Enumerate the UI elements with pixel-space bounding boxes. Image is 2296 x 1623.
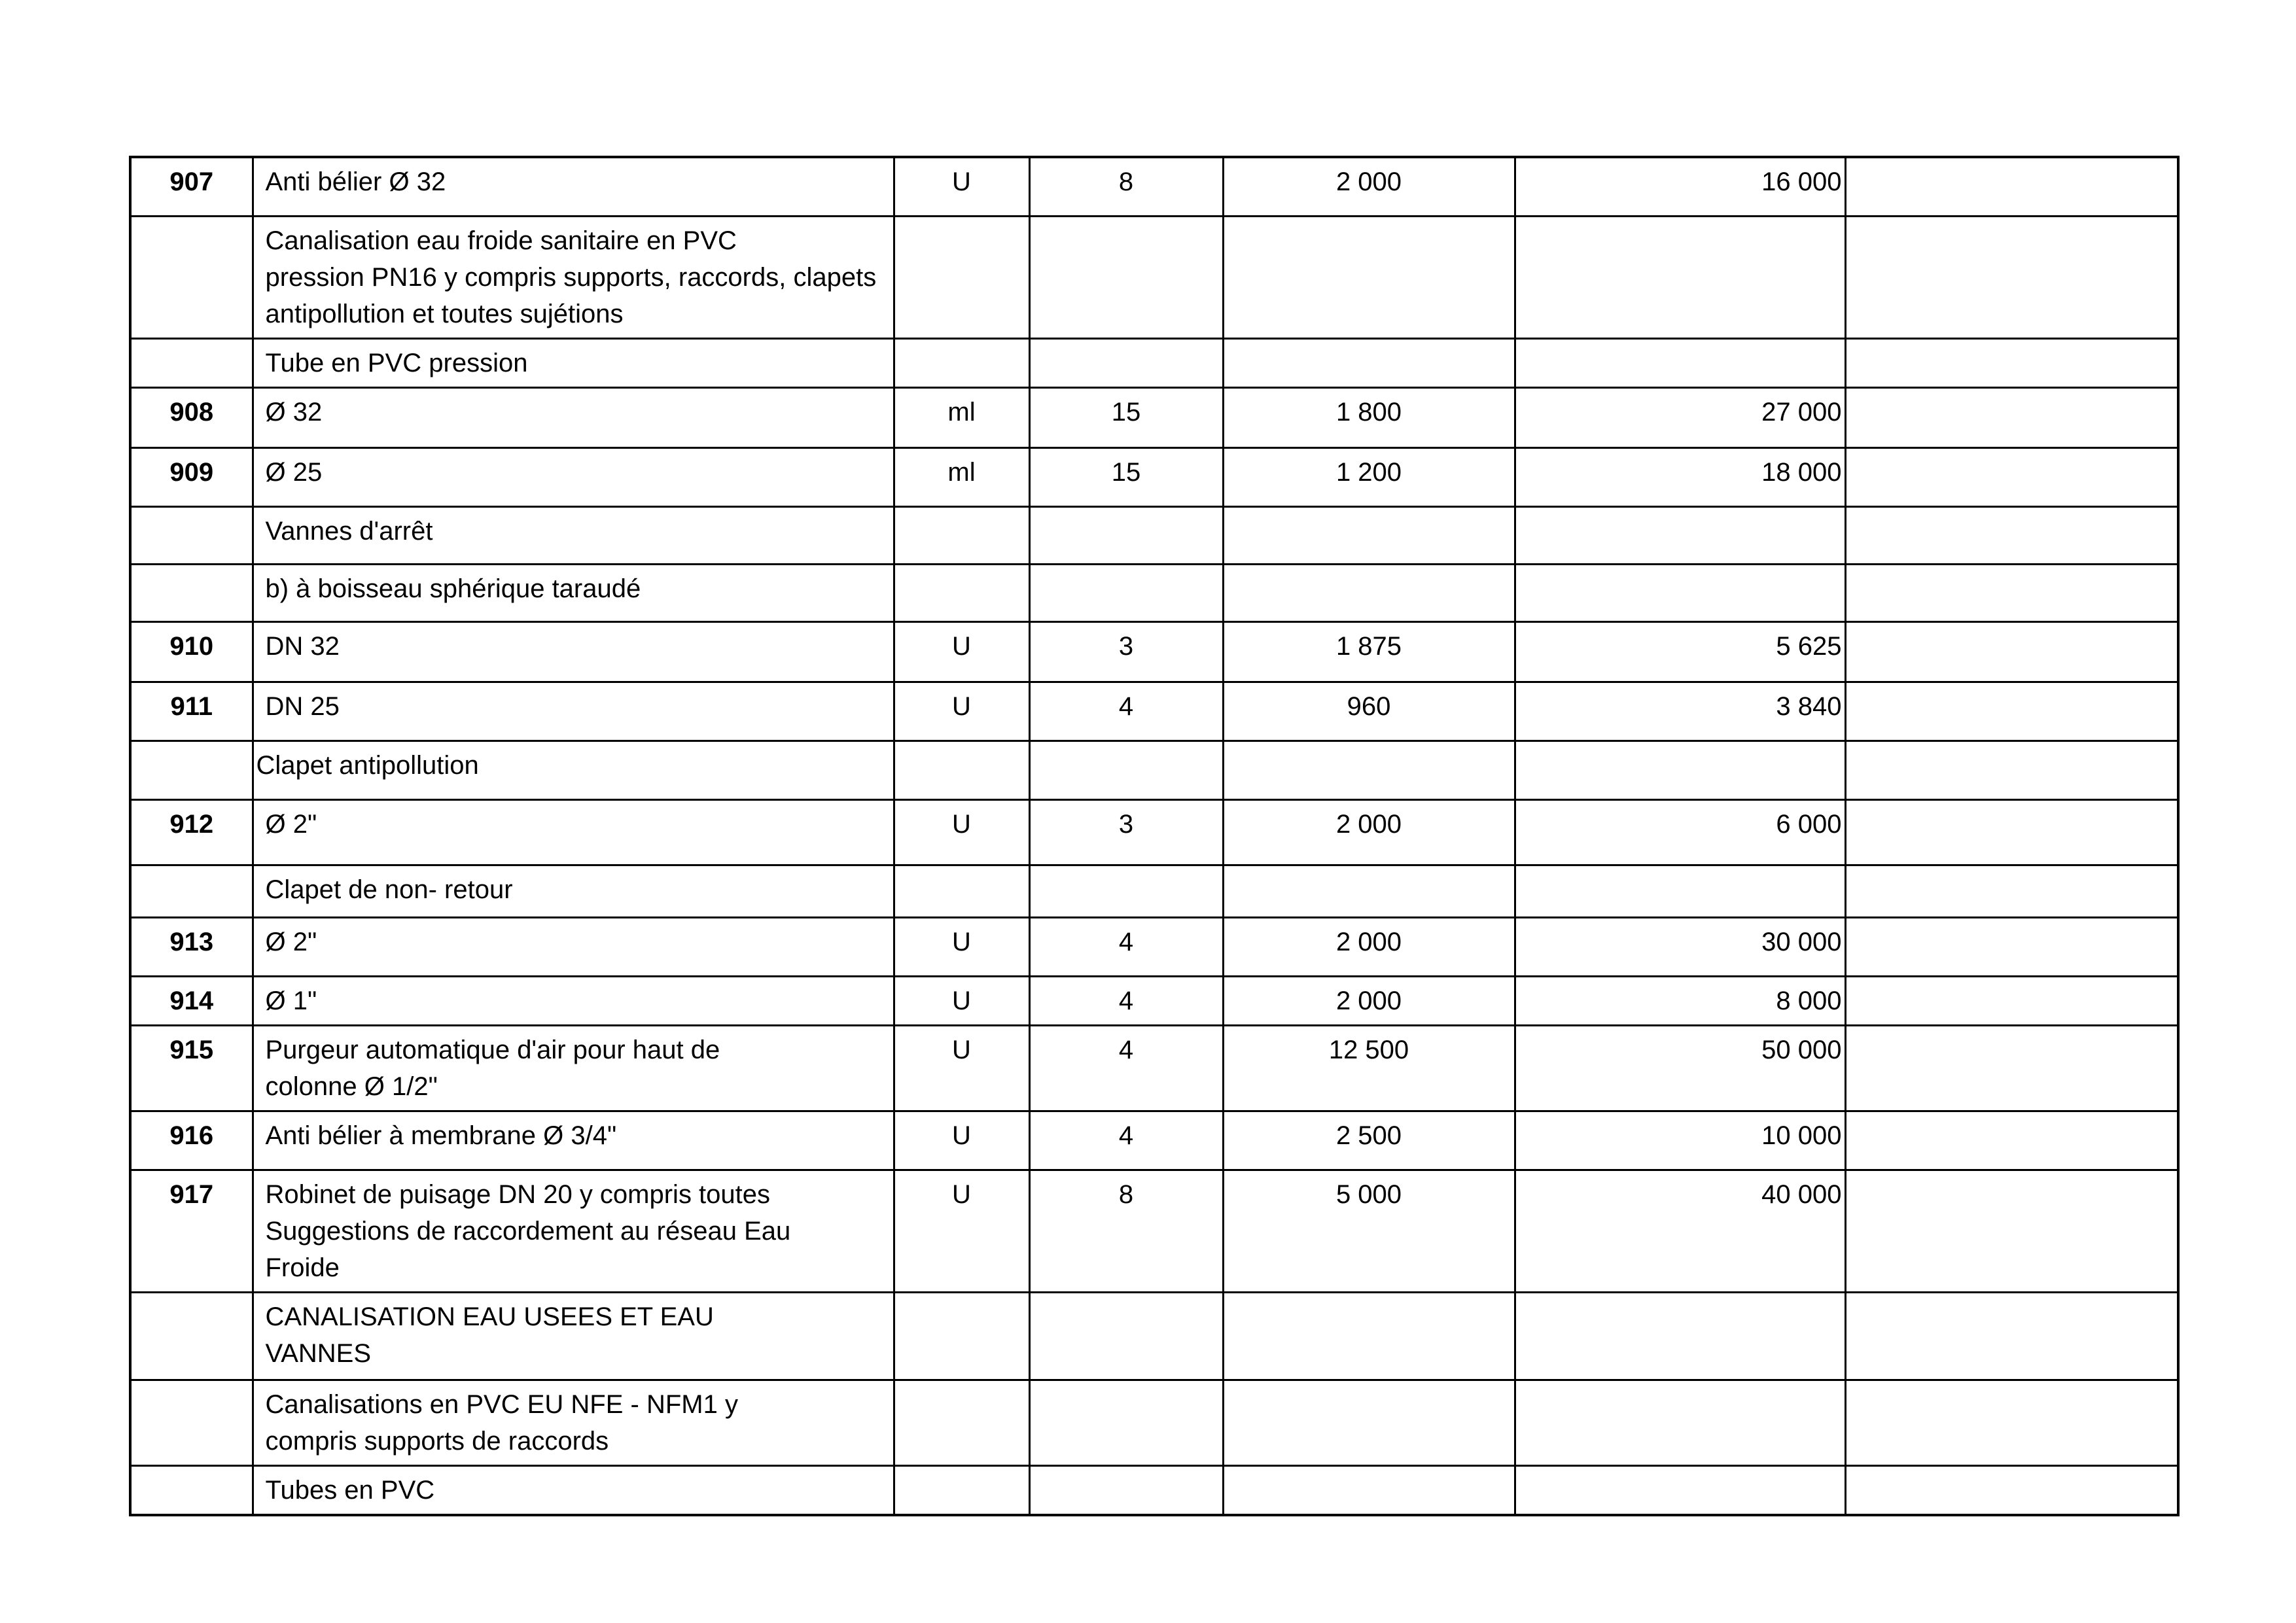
description-cell xyxy=(253,1465,894,1515)
price-schedule-table xyxy=(129,156,2180,1516)
blank-cell xyxy=(1845,157,2178,216)
quantity-cell xyxy=(1029,865,1223,917)
table-row xyxy=(130,387,2178,447)
unit-cell: ml xyxy=(894,447,1029,506)
item-number-cell: 911 xyxy=(130,682,253,741)
description-cell xyxy=(253,621,894,682)
quantity-cell xyxy=(1029,338,1223,387)
blank-cell xyxy=(1845,564,2178,621)
description-line: Clapet antipollution xyxy=(256,750,479,780)
item-number-cell: 907 xyxy=(130,157,253,216)
table-row xyxy=(130,741,2178,799)
quantity-cell: 4 xyxy=(1029,682,1223,741)
description-cell xyxy=(253,682,894,741)
table-row xyxy=(130,1465,2178,1515)
unit-price-cell xyxy=(1223,865,1515,917)
table-row xyxy=(130,157,2178,216)
item-number-cell: 913 xyxy=(130,917,253,976)
table-row xyxy=(130,1025,2178,1111)
unit-cell xyxy=(894,1465,1029,1515)
total-amount-cell: 8 000 xyxy=(1515,976,1845,1025)
blank-cell xyxy=(1845,621,2178,682)
total-amount-cell: 16 000 xyxy=(1515,157,1845,216)
description-cell xyxy=(253,387,894,447)
table-row xyxy=(130,1292,2178,1380)
item-number-cell xyxy=(130,1292,253,1380)
description-line: Anti bélier Ø 32 xyxy=(265,167,446,196)
total-amount-cell xyxy=(1515,1380,1845,1465)
item-number-cell: 916 xyxy=(130,1111,253,1170)
quantity-cell: 15 xyxy=(1029,447,1223,506)
unit-price-cell: 1 875 xyxy=(1223,621,1515,682)
description-cell xyxy=(253,1025,894,1111)
table-row xyxy=(130,338,2178,387)
total-amount-cell: 10 000 xyxy=(1515,1111,1845,1170)
description-cell xyxy=(253,799,894,865)
blank-cell xyxy=(1845,1170,2178,1292)
table-row xyxy=(130,621,2178,682)
total-amount-cell xyxy=(1515,1465,1845,1515)
blank-cell xyxy=(1845,1465,2178,1515)
item-number-cell: 910 xyxy=(130,621,253,682)
total-amount-cell xyxy=(1515,338,1845,387)
description-cell xyxy=(253,506,894,564)
description-line: Ø 2" xyxy=(265,927,317,956)
blank-cell xyxy=(1845,216,2178,338)
description-cell xyxy=(253,1170,894,1292)
unit-cell: U xyxy=(894,157,1029,216)
unit-cell xyxy=(894,1380,1029,1465)
description-cell xyxy=(253,1380,894,1465)
description-cell xyxy=(253,216,894,338)
unit-price-cell xyxy=(1223,506,1515,564)
unit-cell xyxy=(894,741,1029,799)
blank-cell xyxy=(1845,1380,2178,1465)
description-cell xyxy=(253,338,894,387)
item-number-cell xyxy=(130,1380,253,1465)
description-line: b) à boisseau sphérique taraudé xyxy=(265,574,641,603)
unit-price-cell: 2 000 xyxy=(1223,917,1515,976)
quantity-cell: 8 xyxy=(1029,157,1223,216)
description-cell xyxy=(253,447,894,506)
blank-cell xyxy=(1845,1111,2178,1170)
description-line: DN 32 xyxy=(265,631,340,661)
total-amount-cell: 27 000 xyxy=(1515,387,1845,447)
blank-cell xyxy=(1845,387,2178,447)
unit-cell xyxy=(894,564,1029,621)
unit-price-cell xyxy=(1223,216,1515,338)
description-line: pression PN16 y compris supports, raccords, clapets xyxy=(265,262,877,292)
unit-price-cell xyxy=(1223,741,1515,799)
unit-cell xyxy=(894,865,1029,917)
total-amount-cell xyxy=(1515,506,1845,564)
blank-cell xyxy=(1845,682,2178,741)
description-cell xyxy=(253,741,894,799)
table-row xyxy=(130,447,2178,506)
item-number-cell xyxy=(130,338,253,387)
total-amount-cell: 50 000 xyxy=(1515,1025,1845,1111)
total-amount-cell: 5 625 xyxy=(1515,621,1845,682)
description-line: Ø 25 xyxy=(265,457,323,487)
total-amount-cell xyxy=(1515,564,1845,621)
unit-cell: U xyxy=(894,976,1029,1025)
description-line: Froide xyxy=(265,1253,340,1282)
description-line: Canalisations en PVC EU NFE - NFM1 y xyxy=(265,1389,738,1419)
item-number-cell: 909 xyxy=(130,447,253,506)
total-amount-cell: 3 840 xyxy=(1515,682,1845,741)
unit-cell: U xyxy=(894,682,1029,741)
description-line: Vannes d'arrêt xyxy=(265,516,433,546)
unit-price-cell: 12 500 xyxy=(1223,1025,1515,1111)
description-line: Tubes en PVC xyxy=(265,1475,435,1505)
description-cell xyxy=(253,865,894,917)
item-number-cell: 912 xyxy=(130,799,253,865)
item-number-cell: 908 xyxy=(130,387,253,447)
description-line: Robinet de puisage DN 20 y compris toutes xyxy=(265,1179,771,1209)
blank-cell xyxy=(1845,447,2178,506)
item-number-cell xyxy=(130,216,253,338)
unit-cell: U xyxy=(894,621,1029,682)
blank-cell xyxy=(1845,917,2178,976)
unit-cell: U xyxy=(894,799,1029,865)
description-line: VANNES xyxy=(265,1338,372,1368)
unit-price-cell: 1 200 xyxy=(1223,447,1515,506)
quantity-cell: 4 xyxy=(1029,1025,1223,1111)
item-number-cell xyxy=(130,564,253,621)
description-cell xyxy=(253,1111,894,1170)
unit-price-cell: 2 500 xyxy=(1223,1111,1515,1170)
description-line: antipollution et toutes sujétions xyxy=(265,299,624,328)
quantity-cell xyxy=(1029,506,1223,564)
description-line: Canalisation eau froide sanitaire en PVC xyxy=(265,226,737,255)
item-number-cell xyxy=(130,741,253,799)
unit-price-cell xyxy=(1223,564,1515,621)
description-line: Ø 1" xyxy=(265,986,317,1015)
unit-price-cell: 2 000 xyxy=(1223,976,1515,1025)
description-line: Purgeur automatique d'air pour haut de xyxy=(265,1035,720,1064)
description-line: Suggestions de raccordement au réseau Eau xyxy=(265,1216,791,1246)
total-amount-cell: 30 000 xyxy=(1515,917,1845,976)
unit-price-cell xyxy=(1223,1380,1515,1465)
unit-price-cell: 2 000 xyxy=(1223,799,1515,865)
item-number-cell: 915 xyxy=(130,1025,253,1111)
quantity-cell: 15 xyxy=(1029,387,1223,447)
description-cell xyxy=(253,1292,894,1380)
table-row xyxy=(130,564,2178,621)
unit-price-cell xyxy=(1223,338,1515,387)
table-row xyxy=(130,216,2178,338)
blank-cell xyxy=(1845,741,2178,799)
item-number-cell xyxy=(130,506,253,564)
total-amount-cell xyxy=(1515,741,1845,799)
description-line: Ø 2" xyxy=(265,809,317,839)
description-line: colonne Ø 1/2" xyxy=(265,1072,438,1101)
total-amount-cell xyxy=(1515,1292,1845,1380)
item-number-cell: 914 xyxy=(130,976,253,1025)
quantity-cell xyxy=(1029,741,1223,799)
blank-cell xyxy=(1845,506,2178,564)
description-cell xyxy=(253,976,894,1025)
quantity-cell xyxy=(1029,1292,1223,1380)
unit-price-cell: 960 xyxy=(1223,682,1515,741)
total-amount-cell: 40 000 xyxy=(1515,1170,1845,1292)
blank-cell xyxy=(1845,976,2178,1025)
quantity-cell xyxy=(1029,564,1223,621)
quantity-cell: 3 xyxy=(1029,799,1223,865)
item-number-cell xyxy=(130,1465,253,1515)
quantity-cell: 3 xyxy=(1029,621,1223,682)
unit-cell xyxy=(894,338,1029,387)
description-line: Ø 32 xyxy=(265,397,323,427)
total-amount-cell: 18 000 xyxy=(1515,447,1845,506)
table-row xyxy=(130,1111,2178,1170)
unit-cell xyxy=(894,506,1029,564)
description-line: Clapet de non- retour xyxy=(265,875,513,904)
quantity-cell: 4 xyxy=(1029,976,1223,1025)
table-row xyxy=(130,1380,2178,1465)
blank-cell xyxy=(1845,799,2178,865)
unit-cell: U xyxy=(894,917,1029,976)
unit-cell: U xyxy=(894,1025,1029,1111)
table-row xyxy=(130,1170,2178,1292)
price-schedule-page xyxy=(129,156,2177,1516)
table-row xyxy=(130,506,2178,564)
description-line: Tube en PVC pression xyxy=(265,348,528,377)
total-amount-cell: 6 000 xyxy=(1515,799,1845,865)
unit-cell xyxy=(894,1292,1029,1380)
table-row xyxy=(130,917,2178,976)
description-line: Anti bélier à membrane Ø 3/4" xyxy=(265,1121,617,1150)
unit-cell: U xyxy=(894,1111,1029,1170)
unit-cell xyxy=(894,216,1029,338)
quantity-cell xyxy=(1029,1465,1223,1515)
blank-cell xyxy=(1845,338,2178,387)
description-cell xyxy=(253,564,894,621)
unit-cell: U xyxy=(894,1170,1029,1292)
quantity-cell: 4 xyxy=(1029,917,1223,976)
unit-price-cell: 1 800 xyxy=(1223,387,1515,447)
unit-price-cell: 2 000 xyxy=(1223,157,1515,216)
table-row xyxy=(130,799,2178,865)
description-cell xyxy=(253,917,894,976)
total-amount-cell xyxy=(1515,865,1845,917)
table-row xyxy=(130,976,2178,1025)
quantity-cell xyxy=(1029,216,1223,338)
unit-price-cell xyxy=(1223,1465,1515,1515)
quantity-cell: 4 xyxy=(1029,1111,1223,1170)
description-cell xyxy=(253,157,894,216)
blank-cell xyxy=(1845,1025,2178,1111)
unit-price-cell: 5 000 xyxy=(1223,1170,1515,1292)
unit-cell: ml xyxy=(894,387,1029,447)
quantity-cell: 8 xyxy=(1029,1170,1223,1292)
unit-price-cell xyxy=(1223,1292,1515,1380)
table-row xyxy=(130,682,2178,741)
blank-cell xyxy=(1845,1292,2178,1380)
table-row xyxy=(130,865,2178,917)
quantity-cell xyxy=(1029,1380,1223,1465)
blank-cell xyxy=(1845,865,2178,917)
item-number-cell xyxy=(130,865,253,917)
description-line: CANALISATION EAU USEES ET EAU xyxy=(265,1302,714,1331)
description-line: DN 25 xyxy=(265,691,340,721)
total-amount-cell xyxy=(1515,216,1845,338)
description-line: compris supports de raccords xyxy=(265,1426,609,1456)
item-number-cell: 917 xyxy=(130,1170,253,1292)
